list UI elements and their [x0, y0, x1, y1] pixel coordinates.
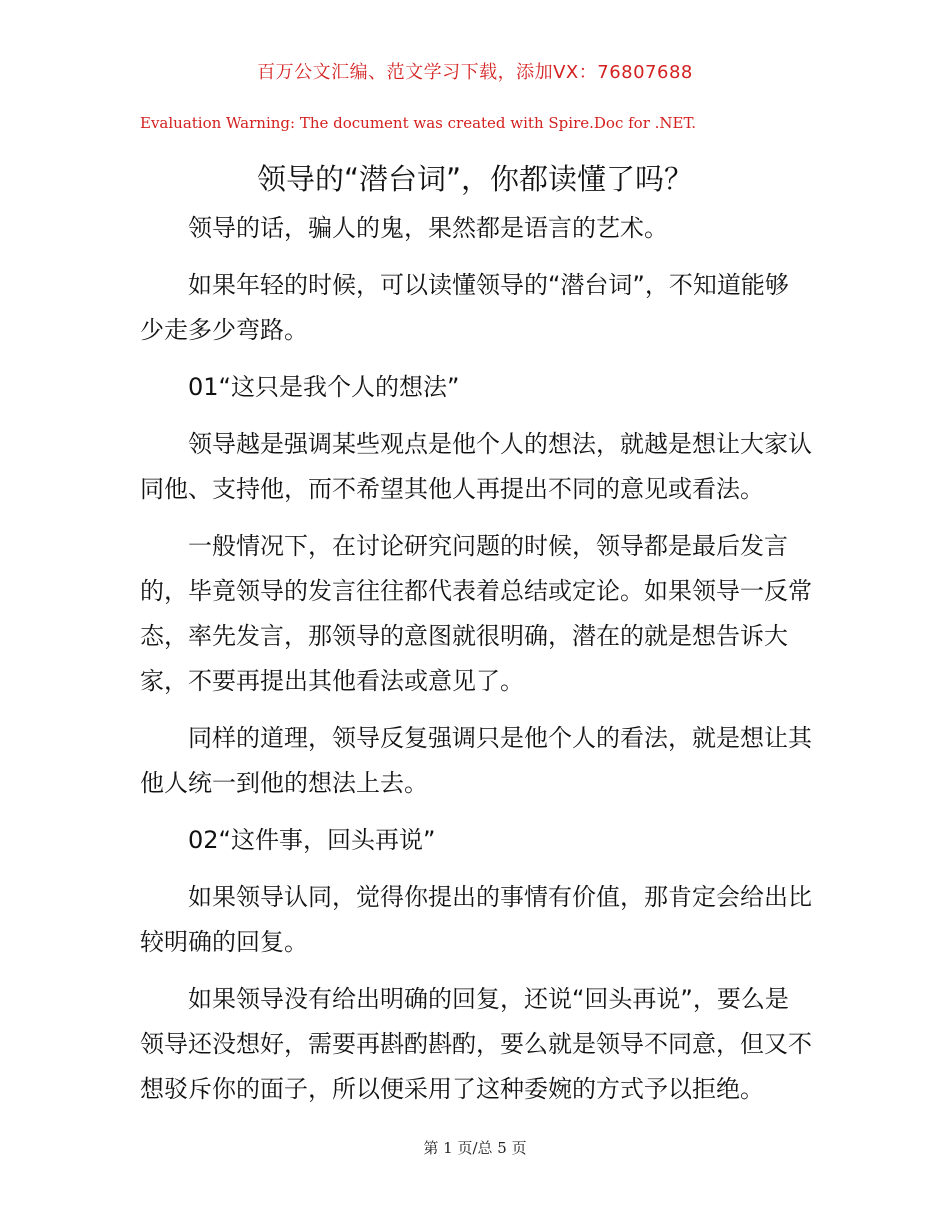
section-heading-02: 02“这件事，回头再说”	[188, 826, 436, 854]
paragraph: 如果领导认同，觉得你提出的事情有价值，那肯定会给出比较明确的回复。	[140, 883, 812, 956]
paragraph: 一般情况下，在讨论研究问题的时候，领导都是最后发言的，毕竟领导的发言往往都代表着总结或定论。如果领导一反常态，率先发言，那领导的意图就很明确，潜在的就是想告诉大家，不要再提出其他看法或意见了。	[140, 532, 812, 695]
evaluation-warning: Evaluation Warning: The document was created with Spire.Doc for .NET.	[140, 114, 697, 132]
document-body	[140, 206, 812, 1124]
paragraph: 领导越是强调某些观点是他个人的想法，就越是想让大家认同他、支持他，而不希望其他人再提出不同的意见或看法。	[140, 430, 812, 503]
document-title: 领导的“潜台词”，你都读懂了吗？	[256, 162, 694, 196]
promo-banner: 百万公文汇编、范文学习下载，添加VX：76807688	[257, 62, 693, 83]
page-indicator: 第 1 页/总 5 页	[423, 1139, 527, 1157]
paragraph-young: 如果年轻的时候，可以读懂领导的“潜台词”，不知道能够少走多少弯路。	[140, 271, 789, 344]
section-heading-01: 01“这只是我个人的想法”	[188, 373, 460, 401]
paragraph-intro: 领导的话，骗人的鬼，果然都是语言的艺术。	[188, 214, 668, 242]
paragraph: 如果领导没有给出明确的回复，还说“回头再说”，要么是领导还没想好，需要再斟酌斟酌，要么就是领导不同意，但又不想驳斥你的面子，所以便采用了这种委婉的方式予以拒绝。	[140, 985, 812, 1103]
paragraph: 同样的道理，领导反复强调只是他个人的看法，就是想让其他人统一到他的想法上去。	[140, 724, 812, 797]
